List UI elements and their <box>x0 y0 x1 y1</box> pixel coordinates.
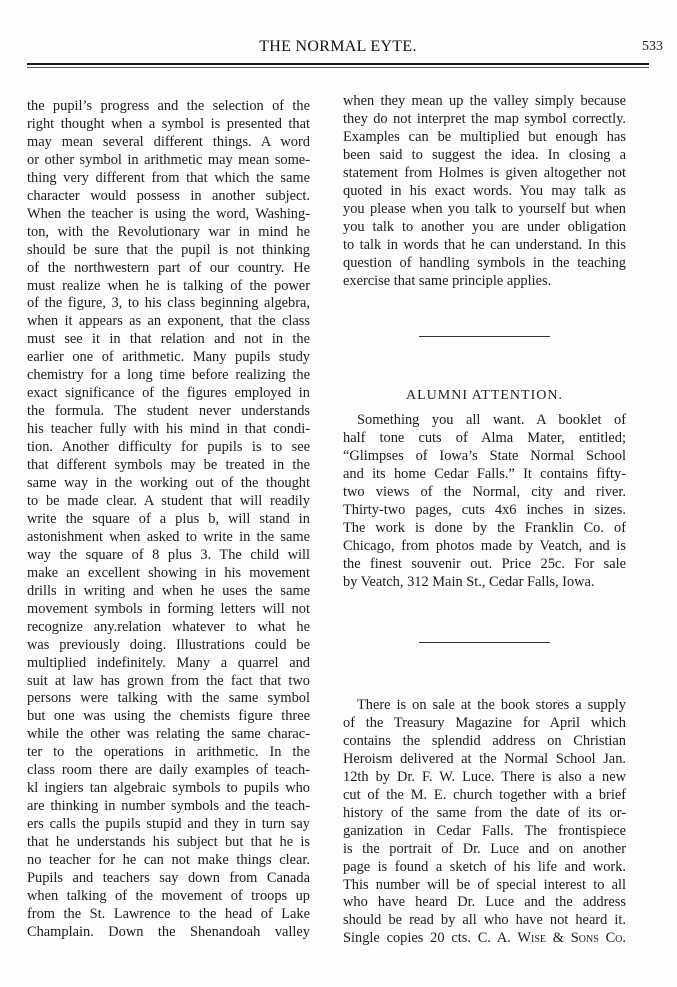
text-line: Pupils and teachers say down from Canada <box>27 869 310 886</box>
text-line: and its home Cedar Falls.” It contains fifty- <box>343 465 626 482</box>
text-line: of the figure, 3, to his class beginning algebra, <box>27 295 310 312</box>
text-line: The work is done by the Franklin Co. of <box>343 519 626 536</box>
text-line: that he understands his subject but that he is <box>27 834 310 851</box>
text-line: persons were talking with the same symbol <box>27 690 310 707</box>
text-line: from the St. Lawrence to the head of Lake <box>27 905 310 922</box>
text-line: “Glimpses of Iowa’s State Normal School <box>343 447 626 464</box>
text-line: is the portrait of Dr. Luce and on another <box>343 840 626 857</box>
page-number: 533 <box>642 39 663 54</box>
text-line: cut of the M. E. church together with a brief <box>343 786 626 803</box>
text-line: multiplied indefinitely. Many a quarrel and <box>27 654 310 671</box>
text-line: may mean several different things. A word <box>27 133 310 150</box>
text-line: but one was using the chemists figure three <box>27 708 310 725</box>
text-line: by Veatch, 312 Main St., Cedar Falls, Iowa. <box>343 573 595 590</box>
text-line: no teacher for he can not make things clear. <box>27 852 310 869</box>
text-line: thing very different from that which the same <box>27 169 310 186</box>
alumni-attention-heading: ALUMNI ATTENTION. <box>406 388 563 403</box>
treasury-magazine-notice <box>343 697 626 948</box>
text-line: Thirty-two pages, cuts 4x6 inches in sizes. <box>343 501 626 518</box>
text-line: write the square of a plus b, will stand in <box>27 510 310 527</box>
text-line: right thought when a symbol is presented that <box>27 115 310 132</box>
text-line: exact significance of the figures employed in <box>27 385 310 402</box>
text-line: the finest souvenir out. Price 25c. For sale <box>343 555 626 572</box>
text-line: When the teacher is using the word, Washing- <box>27 205 310 222</box>
text-line: Examples can be multiplied but enough has <box>343 128 626 145</box>
text-line: There is on sale at the book stores a supply <box>357 697 626 713</box>
text-line: are thinking in number symbols and the teach- <box>27 798 310 815</box>
text-line: to talk in words that he can understand. In this <box>343 236 626 253</box>
text-line: you talk to another you are under obligation <box>343 218 626 235</box>
text-line: who have heard Dr. Luce and the address <box>343 894 626 911</box>
text-line: must realize when he is talking of the power <box>27 277 310 294</box>
text-line: that different symbols may be treated in the <box>27 457 310 474</box>
text-line: contains the splendid address on Christian <box>343 732 626 749</box>
text-line: his teacher fully with his mind in that condi- <box>27 421 310 438</box>
right-column-continuation-text <box>343 93 626 290</box>
text-line: should be sure that the pupil is not thinking <box>27 241 310 258</box>
text-line: 12th by Dr. F. W. Luce. There is also a new <box>343 768 626 785</box>
text-line: astonishment when asked to write in the same <box>27 528 310 545</box>
text-line: should be read by all who have not heard it. <box>343 912 626 929</box>
text-line: recognize any.relation whatever to what he <box>27 618 310 635</box>
text-line: they do not interpret the map symbol correctly. <box>343 110 626 127</box>
text-line: or other symbol in arithmetic may mean some- <box>27 151 310 168</box>
text-line: page is found a sketch of his life and work. <box>343 858 626 875</box>
text-line: the pupil’s progress and the selection of the <box>27 98 310 114</box>
text-line: Heroism delivered at the Normal School Jan. <box>343 750 626 767</box>
header-rule-thick <box>27 63 649 65</box>
publisher-signature: C. A. Wise & Sons Co. <box>477 930 627 947</box>
text-line: ton, with the Revolutionary war in mind he <box>27 223 310 240</box>
text-line: you please when you talk to yourself but when <box>343 200 626 217</box>
text-line: movement symbols in forming letters will not <box>27 600 310 617</box>
text-line: way the square of 8 plus 3. The child will <box>27 546 310 563</box>
section-divider <box>419 336 550 337</box>
running-title: THE NORMAL EYTE. <box>259 38 417 55</box>
text-line: been said to suggest the idea. In closing a <box>343 146 626 163</box>
text-line: suit at law has grown from the fact that two <box>27 672 310 689</box>
text-line: must see it in that relation and not in the <box>27 331 310 348</box>
text-line: ers calls the pupils stupid and they in turn say <box>27 816 310 833</box>
text-line: to be made clear. A student that will readily <box>27 492 310 509</box>
text-line: statement from Holmes is given altogether not <box>343 164 626 181</box>
alumni-attention-body <box>343 412 626 592</box>
text-line: when talking of the movement of troops up <box>27 887 310 904</box>
text-line: Chicago, from photos made by Veatch, and is <box>343 537 626 554</box>
text-line: question of handling symbols in the teaching <box>343 254 626 271</box>
text-line: chemistry for a long time before realizing the <box>27 367 310 384</box>
text-line: of the northwestern part of our country. He <box>27 259 310 276</box>
text-line: This number will be of special interest to all <box>343 876 626 893</box>
text-line: when they mean up the valley simply because <box>343 93 626 109</box>
text-line: while the other was relating the same charac- <box>27 726 310 743</box>
header-rule-thin <box>27 67 649 68</box>
section-divider <box>419 642 550 643</box>
text-line: was previously doing. Illustrations could be <box>27 636 310 653</box>
text-line: same way in the working out of the thought <box>27 475 310 492</box>
text-line: when it appears as an exponent, that the class <box>27 313 310 330</box>
text-line: history of the same from the date of its or- <box>343 804 626 821</box>
text-line: Something you all want. A booklet of <box>357 412 626 428</box>
text-line: of the Treasury Magazine for April which <box>343 714 626 731</box>
text-line: Champlain. Down the Shenandoah valley <box>27 923 310 940</box>
text-line: kl ingiers tan algebraic symbols to pupils who <box>27 780 310 797</box>
text-line: the formula. The student never understands <box>27 403 310 420</box>
text-line: class room there are daily examples of teach- <box>27 762 310 779</box>
text-line: character would possess in another subject. <box>27 187 310 204</box>
text-line: ganization in Cedar Falls. The frontispiece <box>343 822 626 839</box>
price-text: Single copies 20 cts. <box>343 930 478 947</box>
text-line: exercise that same principle applies. <box>343 272 552 289</box>
text-line <box>343 930 626 948</box>
text-line: tion. Another difficulty for pupils is to see <box>27 439 310 456</box>
text-line: drills in writing and when he uses the same <box>27 582 310 599</box>
text-line: ter to the operations in arithmetic. In the <box>27 744 310 761</box>
text-line: half tone cuts of Alma Mater, entitled; <box>343 429 626 446</box>
left-column-body-text <box>27 98 310 942</box>
text-line: two views of the Normal, city and river. <box>343 483 626 500</box>
page-header <box>27 30 663 70</box>
text-line: make an excellent showing in his movement <box>27 564 310 581</box>
text-line: quoted in his exact words. You may talk as <box>343 182 626 199</box>
text-line: earlier one of arithmetic. Many pupils study <box>27 349 310 366</box>
